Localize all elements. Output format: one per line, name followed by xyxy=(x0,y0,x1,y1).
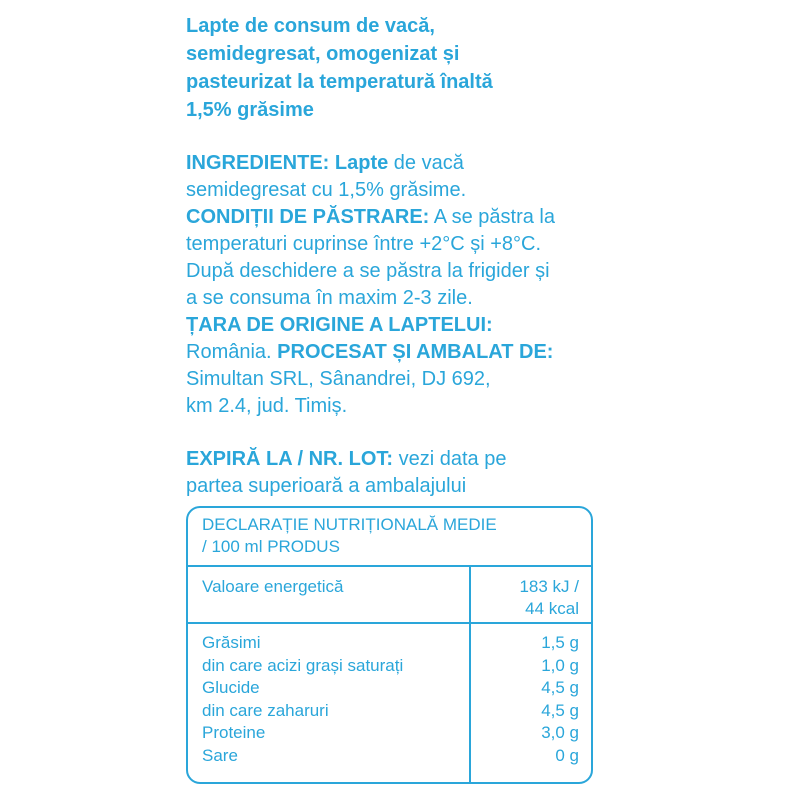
nutrient-value: 0 g xyxy=(555,745,579,765)
spacer xyxy=(186,124,786,150)
origin-line xyxy=(186,339,786,366)
ingredients-bold-word: Lapte xyxy=(334,152,389,174)
nutrient-names xyxy=(188,624,469,782)
storage-line-2: temperaturi cuprinse între +2°C și +8°C. xyxy=(186,233,542,255)
energy-value-kj: 183 kJ / xyxy=(519,577,579,596)
nutrient-name: Glucide xyxy=(202,678,260,698)
storage-text: A se păstra la xyxy=(429,206,555,228)
origin-label xyxy=(186,312,786,339)
energy-row xyxy=(188,567,591,624)
energy-label: Valoare energetică xyxy=(202,577,344,596)
nutrient-value: 4,5 g xyxy=(541,678,579,698)
expiry-line xyxy=(186,446,786,473)
nutrient-rows xyxy=(188,624,591,782)
nutrient-name: din care zaharuri xyxy=(202,700,329,720)
nutrient-values xyxy=(469,624,591,782)
ingredients-label: INGREDIENTE: xyxy=(186,152,330,174)
energy-value-kcal: 44 kcal xyxy=(525,599,579,618)
label-details xyxy=(186,150,786,500)
title-line: Lapte de consum de vacă, xyxy=(186,15,435,37)
ingredients-text: de vacă xyxy=(388,152,464,174)
ingredients-line-2: semidegresat cu 1,5% grăsime. xyxy=(186,179,467,201)
title-line: semidegresat, omogenizat și xyxy=(186,43,460,65)
address-line-2: km 2.4, jud. Timiș. xyxy=(186,395,348,417)
nutrient-value: 1,5 g xyxy=(541,633,579,652)
nutrition-table xyxy=(186,506,593,784)
nutrient-value: 3,0 g xyxy=(541,723,579,743)
processed-label: PROCESAT ȘI AMBALAT DE: xyxy=(271,341,554,363)
expiry-text: vezi data pe xyxy=(393,448,507,470)
energy-value xyxy=(469,567,591,622)
title-line: 1,5% grăsime xyxy=(186,99,314,121)
nutrient-name: Proteine xyxy=(202,723,266,743)
title-line: pasteurizat la temperatură înaltă xyxy=(186,71,493,93)
product-title xyxy=(186,12,786,124)
storage-line xyxy=(186,204,786,231)
nutrient-name: Sare xyxy=(202,745,238,765)
expiry-line-2: partea superioară a ambalajului xyxy=(186,475,467,497)
nutrient-name: Grăsimi xyxy=(202,633,261,652)
nutrient-value: 4,5 g xyxy=(541,700,579,720)
origin-country: România. xyxy=(186,341,272,363)
spacer xyxy=(186,420,786,446)
nutrient-name: din care acizi grași saturați xyxy=(202,655,404,675)
address-line-1: Simultan SRL, Sânandrei, DJ 692, xyxy=(186,368,491,390)
storage-line-4: a se consuma în maxim 2-3 zile. xyxy=(186,287,473,309)
ingredients-line xyxy=(186,150,786,177)
nutrition-header-line-2: / 100 ml PRODUS xyxy=(202,537,340,556)
nutrition-header-line-1: DECLARAȚIE NUTRIȚIONALĂ MEDIE xyxy=(202,515,497,534)
nutrient-value: 1,0 g xyxy=(541,655,579,675)
storage-line-3: După deschidere a se păstra la frigider și xyxy=(186,260,550,282)
expiry-label: EXPIRĂ LA / NR. LOT: xyxy=(186,448,394,470)
storage-label: CONDIȚII DE PĂSTRARE: xyxy=(186,206,430,228)
product-label xyxy=(186,12,786,500)
nutrition-header xyxy=(188,508,591,567)
origin-label-text: ȚARA DE ORIGINE A LAPTELUI: xyxy=(186,314,493,336)
